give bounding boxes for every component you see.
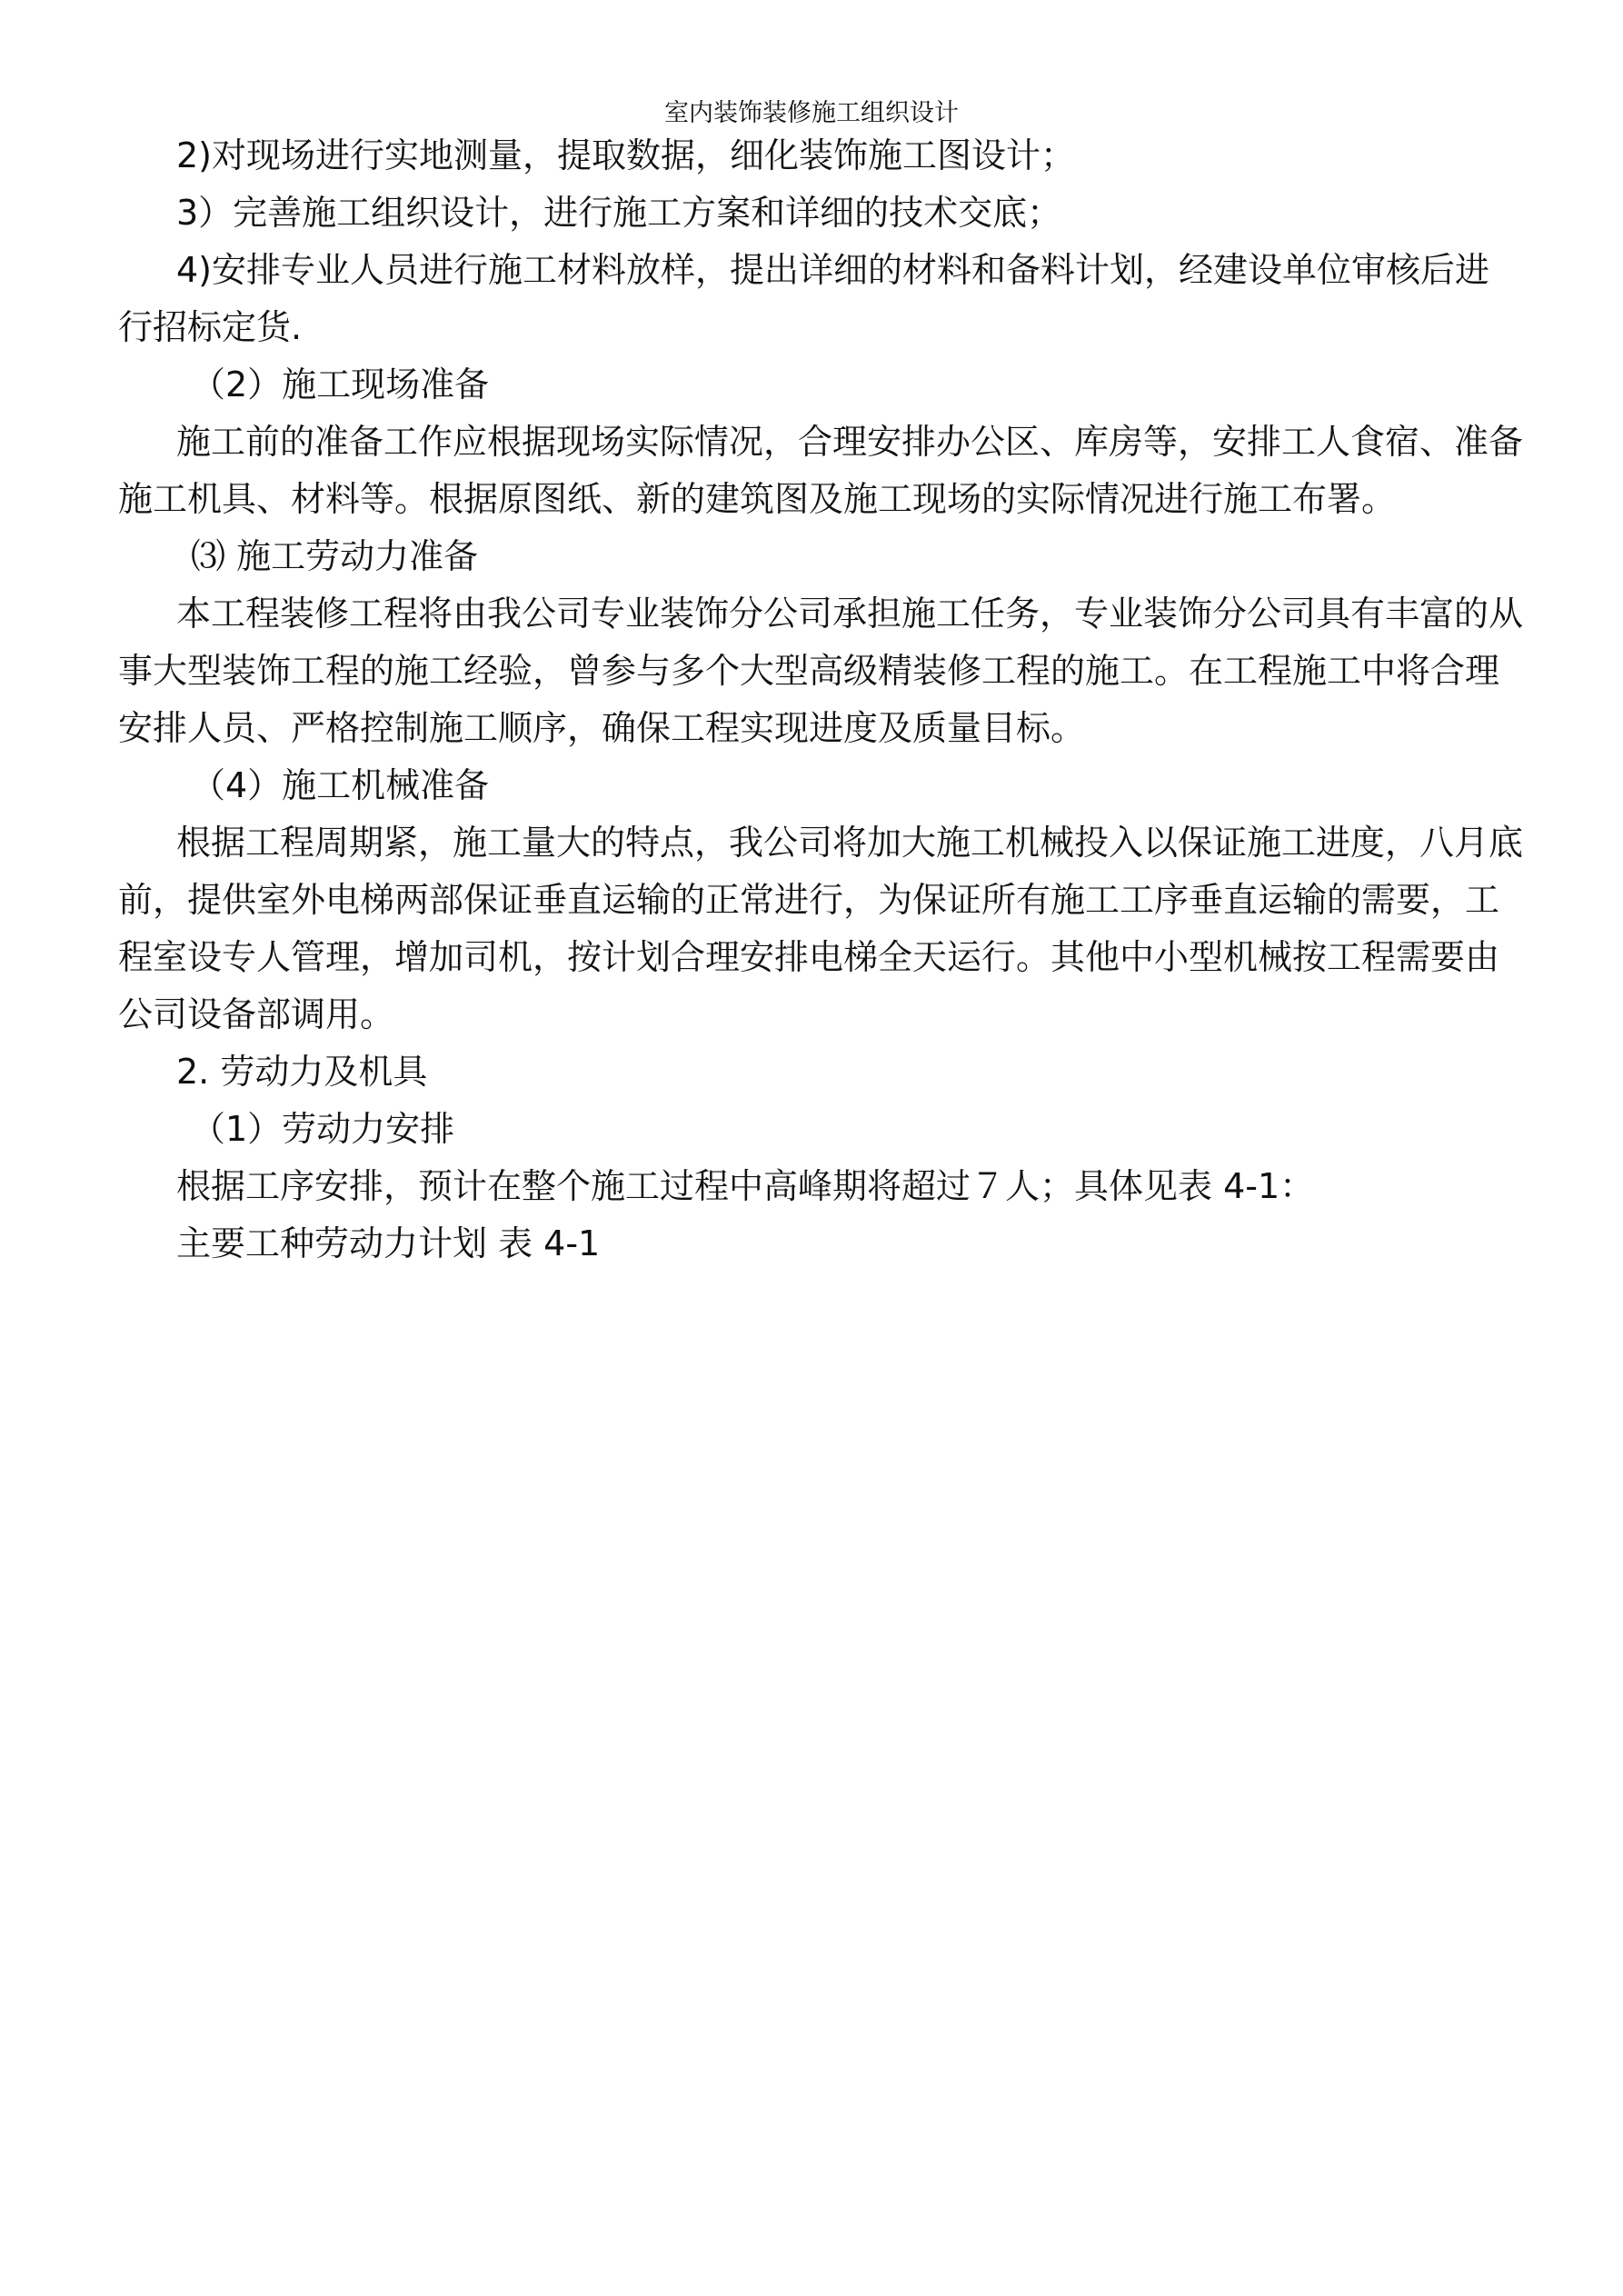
paragraph: 施工前的准备工作应根据现场实际情况，合理安排办公区、库房等，安排工人食宿、准备施工机具、材料等。根据原图纸、新的建筑图及施工现场的实际情况进行施工布署。 xyxy=(118,422,1524,519)
paragraph: 本工程装修工程将由我公司专业装饰分公司承担施工任务，专业装饰分公司具有丰富的从事大型装饰工程的施工经验，曾参与多个大型高级精装修工程的施工。在工程施工中将合理安排人员、严格控制施工顺序，确保工程实现进度及质量目标。 xyxy=(118,594,1524,748)
running-header: 室内装饰装修施工组织设计 xyxy=(664,99,959,127)
paragraph: 3）完善施工组织设计，进行施工方案和详细的技术交底； xyxy=(176,193,1062,233)
section-heading: 2. 劳动力及机具 xyxy=(176,1052,428,1092)
body-text xyxy=(118,127,1523,1273)
section-heading: ⑶ 施工劳动力准备 xyxy=(191,536,479,576)
paragraph: 根据工序安排，预计在整个施工过程中高峰期将超过７人；具体见表 4-1： xyxy=(176,1166,1315,1206)
section-heading: （1）劳动力安排 xyxy=(191,1109,455,1149)
paragraph: 根据工程周期紧，施工量大的特点，我公司将加大施工机械投入以保证施工进度，八月底前，提供室外电梯两部保证垂直运输的正常进行，为保证所有施工工序垂直运输的需要，工程室设专人管理，增加司机，按计划合理安排电梯全天运行。其他中小型机械按工程需要由公司设备部调用。 xyxy=(118,823,1524,1034)
section-heading: （2）施工现场准备 xyxy=(191,364,490,404)
paragraph: 4)安排专业人员进行施工材料放样，提出详细的材料和备料计划，经建设单位审核后进行招标定货. xyxy=(118,250,1490,347)
table-caption: 主要工种劳动力计划 表 4-1 xyxy=(176,1223,601,1263)
paragraph: 2)对现场进行实地测量，提取数据，细化装饰施工图设计； xyxy=(176,135,1076,175)
section-heading: （4）施工机械准备 xyxy=(191,765,490,805)
